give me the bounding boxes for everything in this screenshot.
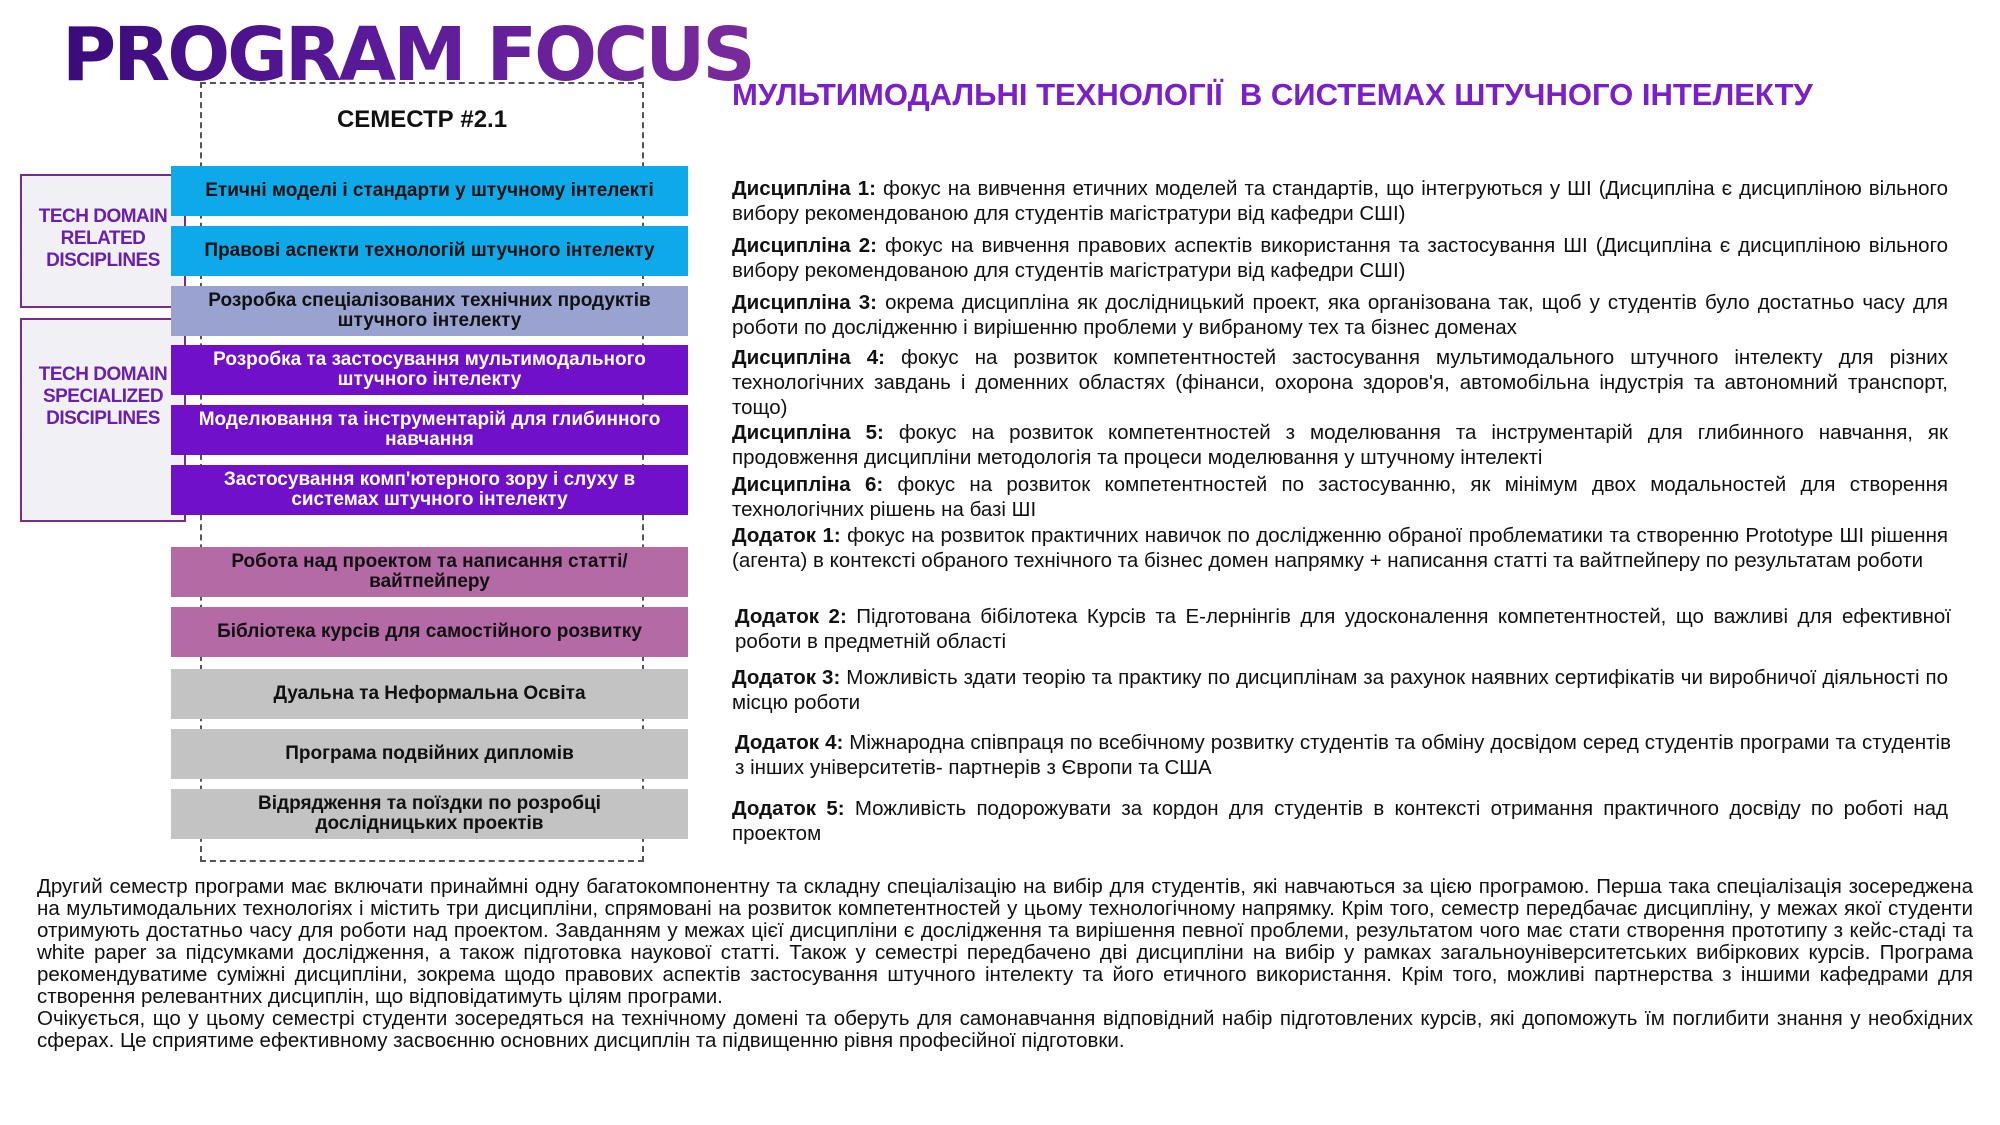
page-title: PROGRAM FOCUS [62, 12, 753, 98]
semester-label: СЕМЕСТР #2.1 [336, 106, 508, 133]
description-2: Дисципліна 2: фокус на вивчення правових аспектів використання та застосування ШІ (Дисципліна є дисципліною вільного вибору рекомендованою для студентів магістратури від кафедри СШІ) [732, 234, 1948, 282]
addendum-4: Додаток 4: Міжнародна співпраця по всебічному розвитку студентів та обміну досвідом серед студентів програми та студентів з інших університетів- партнерів з Європи та США [735, 731, 1951, 779]
discipline-legal: Правові аспекти технологій штучного інтелекту [171, 226, 688, 276]
addendum-5: Додаток 5: Можливість подорожувати за кордон для студентів в контексті отримання практичного досвіду по роботі над проектом [732, 797, 1948, 845]
discipline-ethics: Етичні моделі і стандарти у штучному інтелекті [171, 166, 688, 216]
description-4: Дисципліна 4: фокус на розвиток компетентностей застосування мультимодального штучного інтелекту для різних технологічних завдань і доменних областях (фінанси, охорона здоров'я, автомобільна індустрія та автономний транспорт, тощо) [732, 346, 1948, 419]
discipline-project-paper: Робота над проектом та написання статті/вайтпейперу [171, 547, 688, 597]
discipline-double-degree: Програма подвійних дипломів [171, 729, 688, 779]
addendum-3: Додаток 3: Можливість здати теорію та практику по дисциплінам за рахунок наявних сертифікатів чи виробничої діяльності по місцю роботи [732, 666, 1948, 714]
discipline-research-trips: Відрядження та поїздки по розробці дослідницьких проектів [171, 789, 688, 839]
domain-label-related: TECH DOMAIN RELATED DISCIPLINES [38, 206, 168, 271]
description-1: Дисципліна 1: фокус на вивчення етичних моделей та стандартів, що інтегруються у ШІ (Дисципліна є дисципліною вільного вибору рекомендованою для студентів магістратури від кафедри СШІ) [732, 177, 1948, 225]
addendum-1: Додаток 1: фокус на розвиток практичних навичок по дослідженню обраної проблематики та створенню Prototype ШІ рішення (агента) в контексті обраного технічного та бізнес домен напрямку + написання статті та вайтпейперу по результатам роботи [732, 524, 1949, 572]
summary-paragraph-1: Другий семестр програми має включати принаймні одну багатокомпонентну та складну спеціалізацію на вибір для студентів, які навчаються за цією програмою. Перша така спеціалізація зосереджена на мультимодальних технологіях і містить три дисципліни, спрямовані на розвиток компетентностей у цьому технологічному напрямку. Крім того, семестр передбачає дисципліну, у межах якої студенти отримують достатньо часу для роботи над проектом. Завданням у межах цієї дисципліни є дослідження та вирішення певної проблеми, результатом чого має стати створення прототипу з кейс-стаді та white paper за підсумками дослідження, а також підготовка наукової статті. Також у семестрі передбачено дві дисципліни на вибір у рамках загальноуніверситетських вибіркових курсів. Програма рекомендуватиме суміжні дисципліни, зокрема щодо правових аспектів застосування штучного інтелекту та його етичного використання. Крім того, можливі партнерства з іншими кафедрами для створення релевантних дисциплін, що відповідатимуть цілям програми. [37, 875, 1973, 1008]
semester-summary [37, 876, 1973, 1052]
discipline-vision-audio: Застосування комп'ютерного зору і слуху в системах штучного інтелекту [171, 465, 688, 515]
description-3: Дисципліна 3: окрема дисципліна як дослідницький проект, яка організована так, щоб у студентів було достатньо часу для роботи по дослідженню і вирішенню проблеми у вибраному тех та бізнес доменах [732, 291, 1949, 339]
page-subtitle: МУЛЬТИМОДАЛЬНІ ТЕХНОЛОГІЇ В СИСТЕМАХ ШТУЧНОГО ІНТЕЛЕКТУ [732, 77, 1813, 112]
discipline-deep-learning: Моделювання та інструментарій для глибинного навчання [171, 405, 688, 455]
addendum-2: Додаток 2: Підготована бібілотека Курсів та Е-лернінгів для удосконалення компетентностей, що важливі для ефективної роботи в предметній області [735, 605, 1951, 653]
discipline-product-dev: Розробка спеціалізованих технічних продуктів штучного інтелекту [171, 286, 688, 336]
discipline-dual-education: Дуальна та Неформальна Освіта [171, 669, 688, 719]
domain-label-specialized: TECH DOMAIN SPECIALIZED DISCIPLINES [38, 364, 168, 429]
discipline-multimodal: Розробка та застосування мультимодального штучного інтелекту [171, 345, 688, 395]
description-6: Дисципліна 6: фокус на розвиток компетентностей по застосуванню, як мінімум двох модальностей для створення технологічних рішень на базі ШІ [732, 473, 1949, 521]
description-5: Дисципліна 5: фокус на розвиток компетентностей з моделювання та інструментарій для глибинного навчання, як продовження дисципліни методологія та процеси моделювання у штучному інтелекті [732, 421, 1949, 469]
summary-paragraph-2: Очікується, що у цьому семестрі студенти зосередяться на технічному домені та оберуть для самонавчання відповідний набір підготовлених курсів, які допоможуть їм поглибити знання у необхідних сферах. Це сприятиме ефективному засвоєнню основних дисциплін та підвищенню рівня професійної підготовки. [37, 1007, 1973, 1052]
discipline-course-library: Бібліотека курсів для самостійного розвитку [171, 607, 688, 657]
